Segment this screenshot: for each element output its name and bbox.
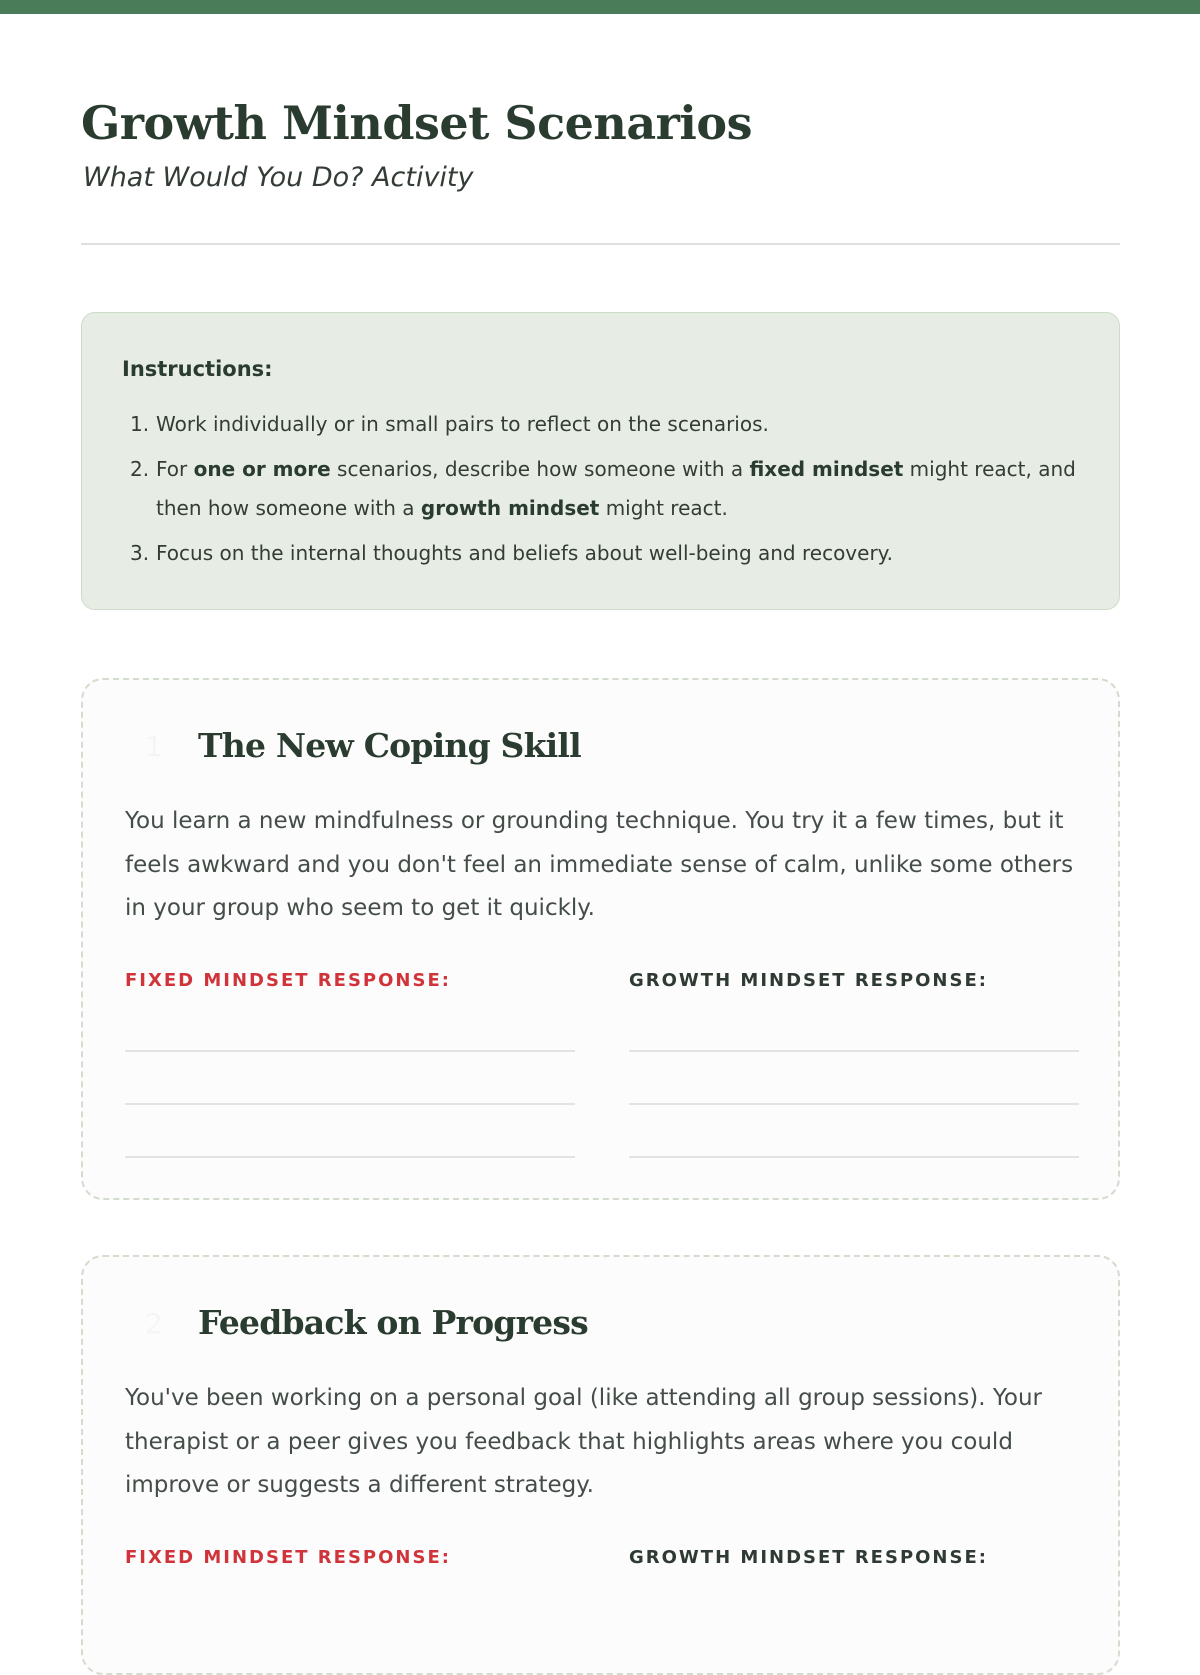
instruction-emphasis: one or more: [193, 457, 331, 481]
scenario-number: 2: [145, 1307, 163, 1340]
instruction-text: For: [156, 457, 194, 481]
scenario-card: [81, 678, 1120, 1200]
growth-response-line[interactable]: [629, 1050, 1079, 1052]
instruction-text: Focus on the internal thoughts and beliefs about well-being and recovery.: [156, 541, 894, 565]
instruction-item: [122, 405, 1079, 444]
instruction-text: might react.: [599, 496, 728, 520]
fixed-mindset-label: FIXED MINDSET RESPONSE:: [125, 970, 451, 991]
scenario-card: [81, 1255, 1120, 1675]
fixed-response-line[interactable]: [125, 1156, 575, 1158]
scenario-title: The New Coping Skill: [198, 726, 581, 765]
fixed-response-line[interactable]: [125, 1050, 575, 1052]
instruction-item: [122, 534, 1079, 573]
scenario-number: 1: [145, 730, 163, 763]
instruction-emphasis: fixed mindset: [749, 457, 904, 481]
instruction-emphasis: growth mindset: [420, 496, 600, 520]
instructions-heading: Instructions:: [122, 357, 273, 381]
scenario-title: Feedback on Progress: [198, 1303, 588, 1342]
header-divider: [81, 243, 1120, 245]
growth-mindset-label: GROWTH MINDSET RESPONSE:: [629, 1547, 988, 1568]
instruction-text: might react, and then how someone with a: [156, 457, 1076, 520]
instructions-list: [122, 405, 1079, 573]
instruction-number: 2.: [130, 457, 150, 481]
growth-response-line[interactable]: [629, 1156, 1079, 1158]
top-accent-bar: [0, 0, 1200, 14]
instruction-text: Work individually or in small pairs to reflect on the scenarios.: [156, 412, 769, 436]
instruction-number: 1.: [130, 412, 150, 436]
instructions-panel: [81, 312, 1120, 610]
instruction-item: [122, 450, 1079, 528]
scenario-description: You've been working on a personal goal (like attending all group sessions). Your therapist or a peer gives you feedback that highlights areas where you could improve or suggests a different strategy.: [125, 1385, 1042, 1498]
growth-mindset-label: GROWTH MINDSET RESPONSE:: [629, 970, 988, 991]
fixed-response-line[interactable]: [125, 1103, 575, 1105]
page-title: Growth Mindset Scenarios: [81, 96, 752, 150]
page-subtitle: What Would You Do? Activity: [83, 162, 474, 193]
fixed-mindset-label: FIXED MINDSET RESPONSE:: [125, 1547, 451, 1568]
growth-response-line[interactable]: [629, 1103, 1079, 1105]
scenario-description: You learn a new mindfulness or grounding technique. You try it a few times, but it feels awkward and you don't feel an immediate sense of calm, unlike some others in your group who seem to get it quickly.: [125, 808, 1074, 921]
instruction-text: scenarios, describe how someone with a: [330, 457, 750, 481]
instruction-number: 3.: [130, 541, 150, 565]
